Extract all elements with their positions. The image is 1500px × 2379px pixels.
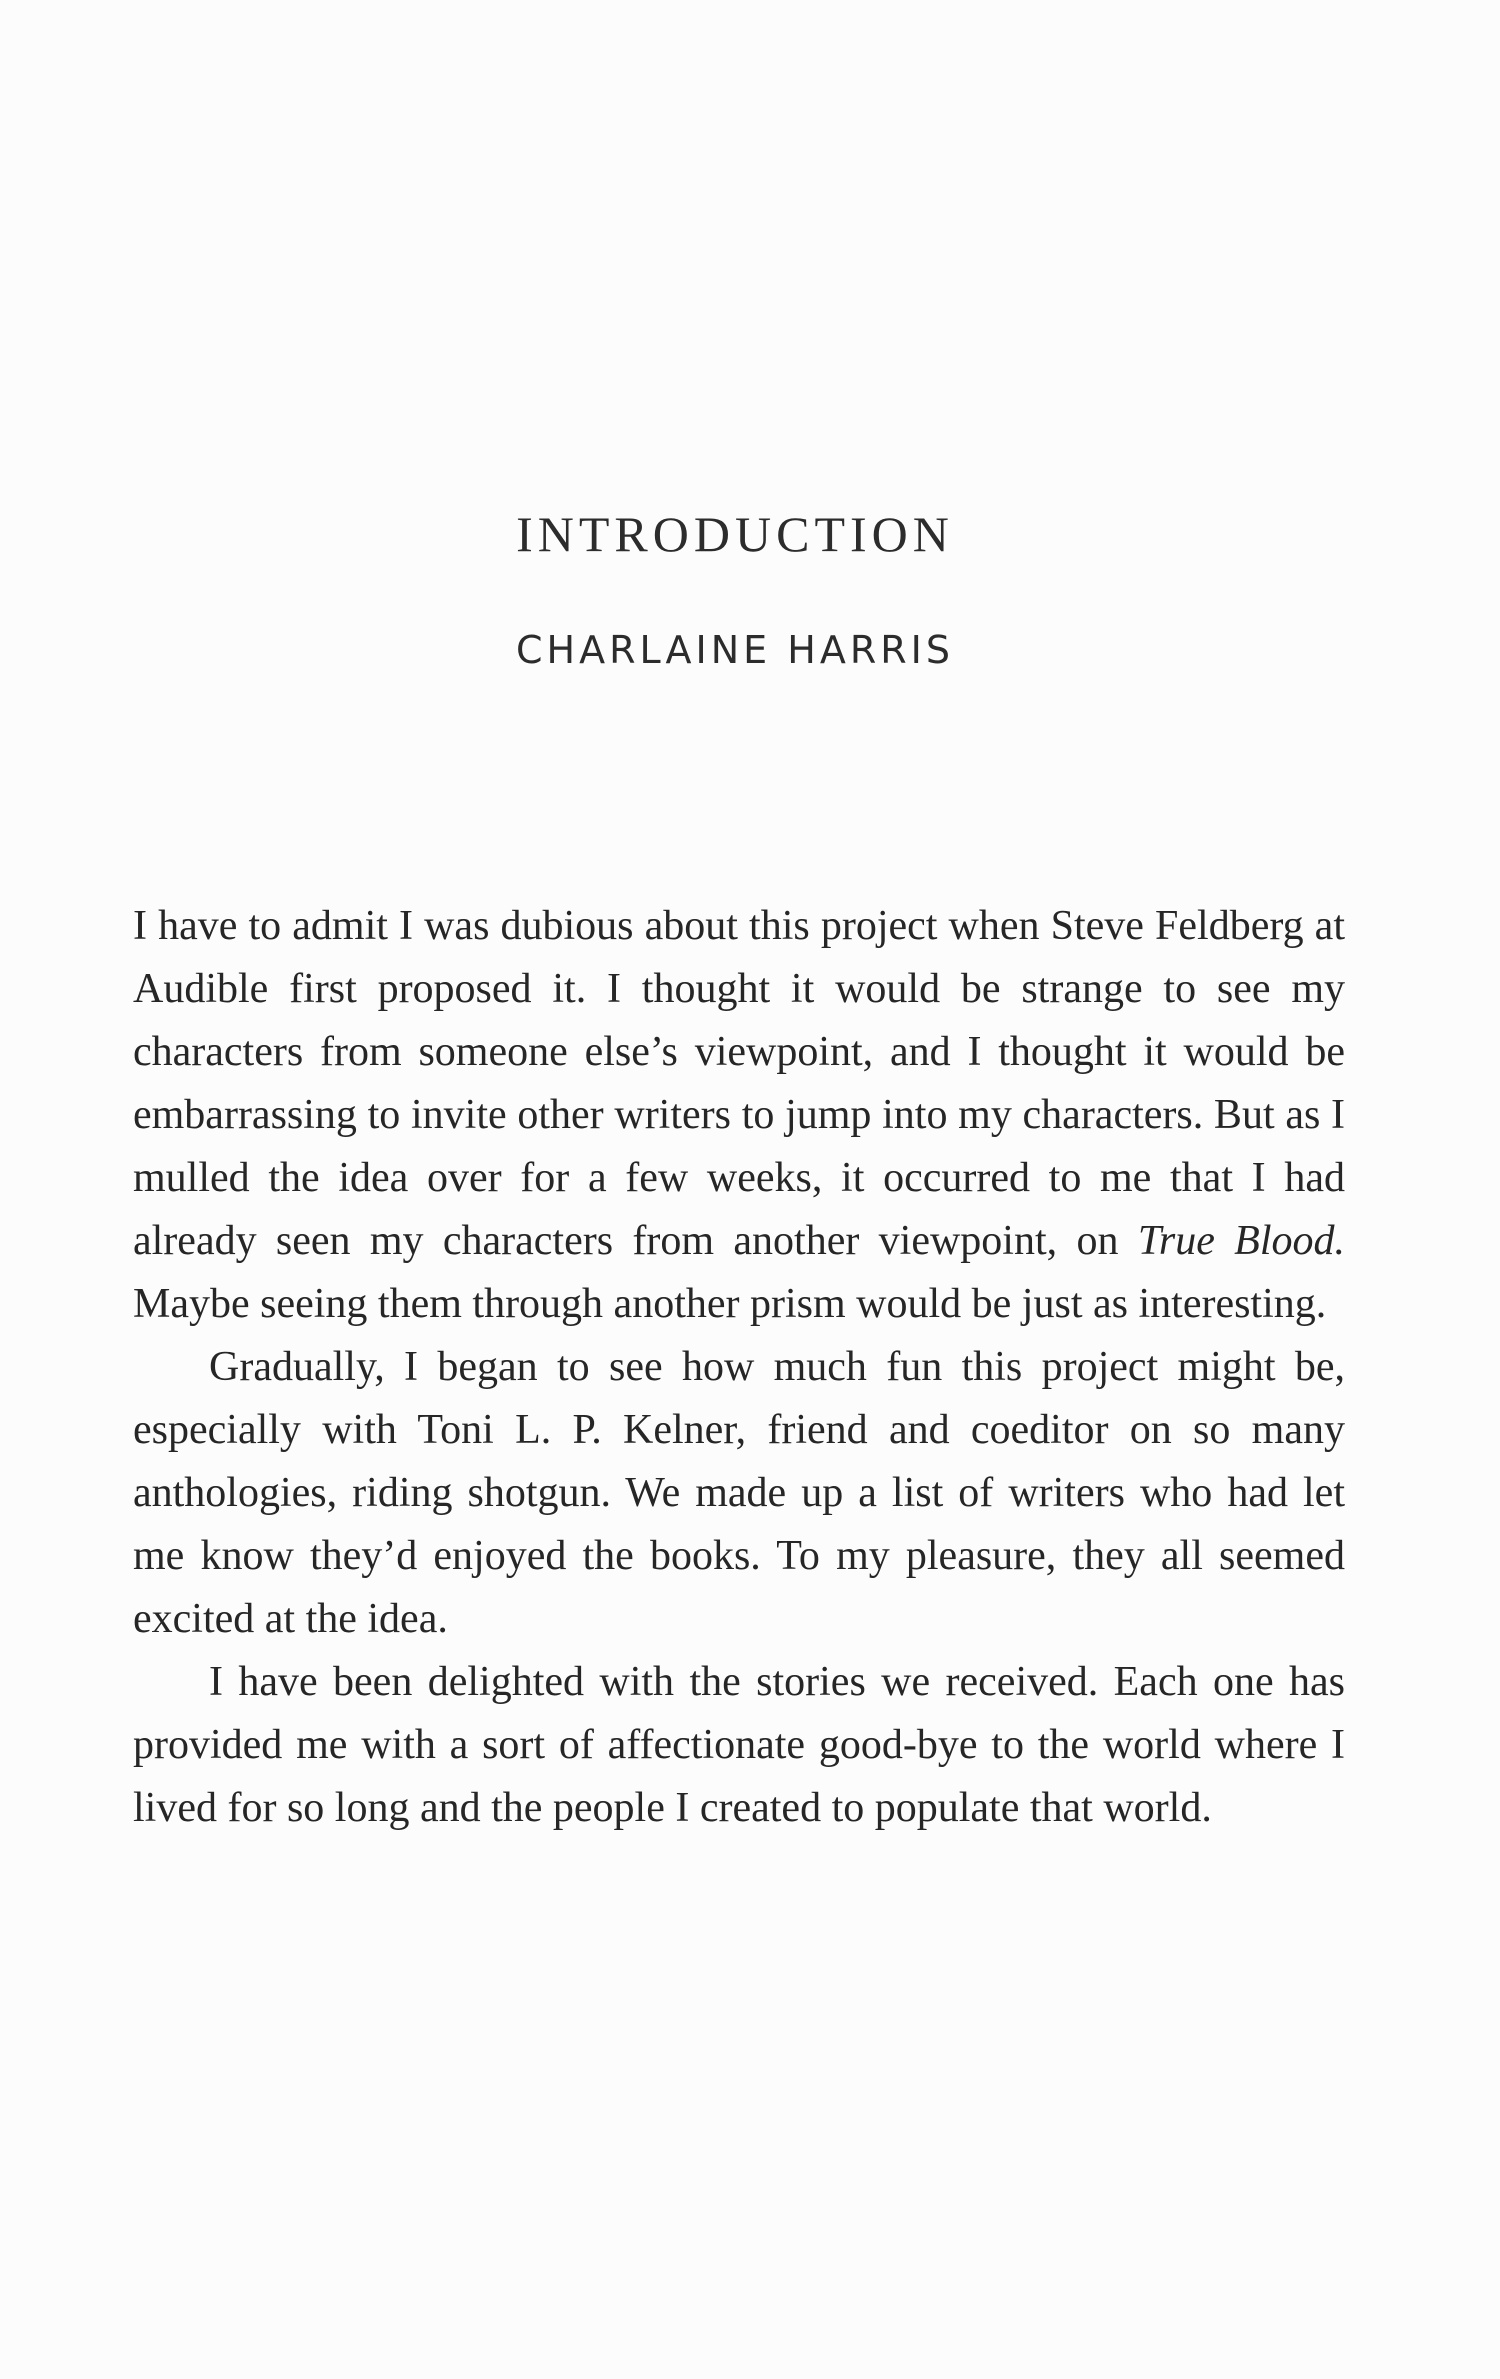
paragraph-2: Gradually, I began to see how much fun this project might be, especially with Toni L. P. Kelner, friend and coeditor on so many anthologies, riding shotgun. We made up a list of writers who had let me know they’d enjoyed the books. To my pleasure, they all seemed excited at the idea. [133, 1344, 1345, 1642]
paragraph-3: I have been delighted with the stories we received. Each one has provided me with a sort of affectionate good-bye to the world where I lived for so long and the people I created to populate that world. [133, 1659, 1345, 1831]
paragraph-1 [133, 895, 1345, 1336]
author-name: CHARLAINE HARRIS [516, 628, 954, 672]
chapter-title: INTRODUCTION [516, 506, 954, 562]
paragraph-1-text-end: Maybe seeing them through another prism would be just as interesting. [133, 1281, 1327, 1327]
body-text [133, 895, 1345, 1840]
show-title-italic: True Blood. [1137, 1218, 1345, 1264]
paragraph-1-text-start: I have to admit I was dubious about this project when Steve Feldberg at Audible first proposed it. I thought it would be strange to see my characters from someone else’s viewpoint, and I thought it would be embarrassing to invite other writers to jump into my characters. But as I mulled the idea over for a few weeks, it occurred to me that I had already seen my characters from another viewpoint, on [133, 903, 1345, 1264]
